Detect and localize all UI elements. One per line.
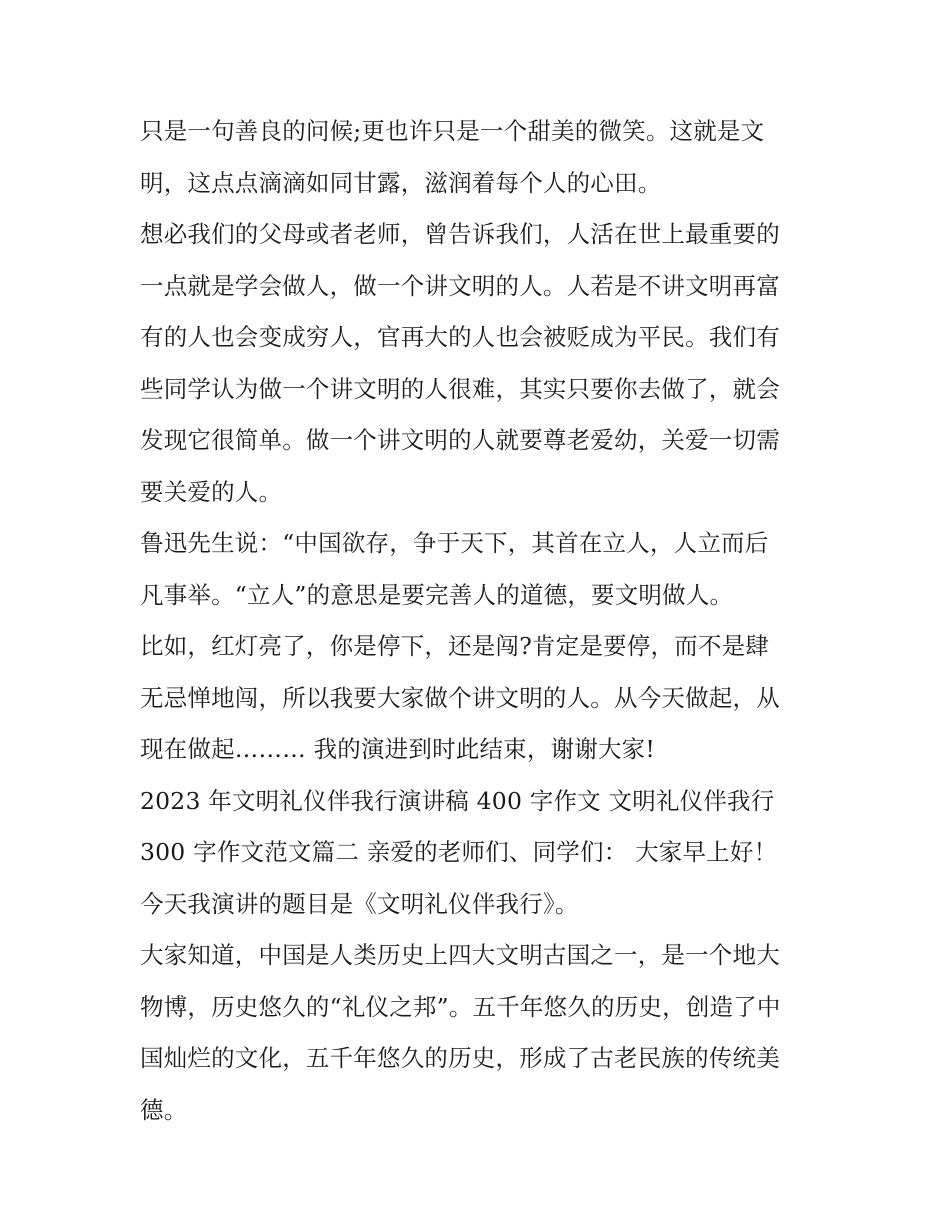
text-line: 德。 <box>140 1095 188 1124</box>
text-line: 无忌惮地闯，所以我要大家做个讲文明的人。从今天做起，从 <box>140 683 780 712</box>
text-line: 一点就是学会做人，做一个讲文明的人。人若是不讲文明再富 <box>140 271 780 300</box>
text-line: 明，这点点滴滴如同甘露，滋润着每个人的心田。 <box>140 168 662 197</box>
text-line: 大家知道，中国是人类历史上四大文明古国之一，是一个地大 <box>140 941 780 969</box>
text-line: 要关爱的人。 <box>140 477 283 506</box>
text-line: 想必我们的父母或者老师，曾告诉我们，人活在世上最重要的 <box>140 220 780 248</box>
text-line: 比如，红灯亮了，你是停下，还是闯?肯定是要停，而不是肆 <box>140 632 769 660</box>
text-line: 些同学认为做一个讲文明的人很难，其实只要你去做了，就会 <box>140 374 780 403</box>
text-line: 鲁迅先生说：“中国欲存，争于天下，其首在立人，人立而后 <box>140 529 769 557</box>
text-line: 发现它很简单。做一个讲文明的人就要尊老爱幼，关爱一切需 <box>140 426 780 454</box>
document-body <box>140 106 820 1136</box>
text-line: 只是一句善良的问候;更也许只是一个甜美的微笑。这就是文 <box>140 117 765 145</box>
text-line: 300 字作文范文篇二 亲爱的老师们、同学们： 大家早上好！ <box>140 838 778 866</box>
text-line: 国灿烂的文化，五千年悠久的历史，形成了古老民族的传统美 <box>140 1044 780 1072</box>
text-line: 今天我演讲的题目是《文明礼仪伴我行》。 <box>140 889 579 918</box>
text-line: 现在做起……… 我的演进到时此结束，谢谢大家! <box>140 735 656 763</box>
text-line: 有的人也会变成穷人，官再大的人也会被贬成为平民。我们有 <box>140 323 780 351</box>
text-line: 物博，历史悠久的“礼仪之邦”。五千年悠久的历史，创造了中 <box>140 992 781 1021</box>
text-line: 2023 年文明礼仪伴我行演讲稿 400 字作文 文明礼仪伴我行 <box>140 786 775 815</box>
text-line: 凡事举。“立人”的意思是要完善人的道德，要文明做人。 <box>140 580 734 609</box>
